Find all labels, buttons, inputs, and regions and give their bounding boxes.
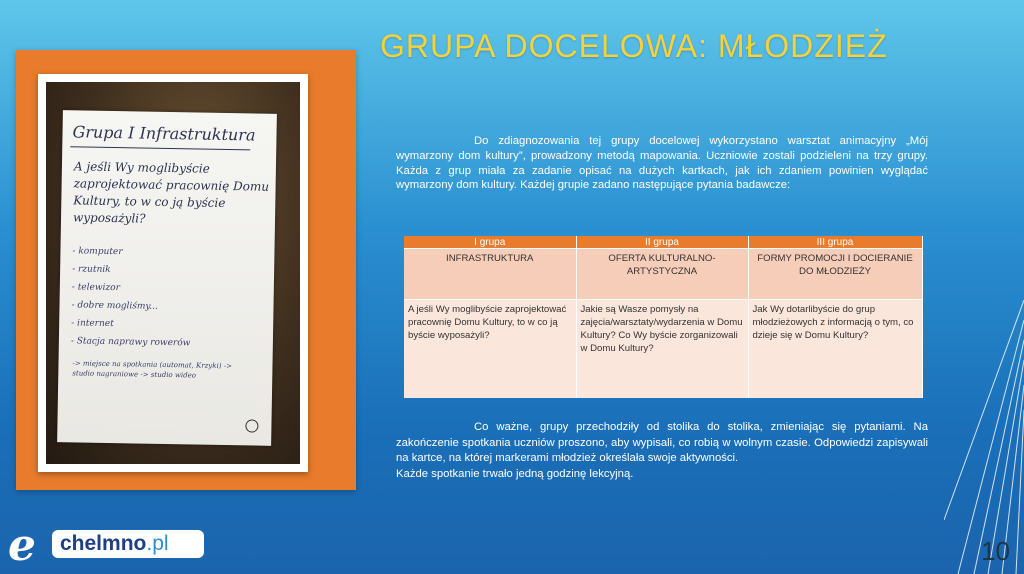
page-number: 10 (981, 536, 1010, 566)
logo-tld: .pl (146, 532, 169, 555)
echelmno-logo[interactable] (8, 520, 204, 571)
table-cell-topic: FORMY PROMOCJI I DOCIERANIE DO MŁODZIEŻY (748, 249, 922, 300)
logo-box (52, 530, 204, 558)
table-row (404, 249, 922, 300)
flipchart-item: - dobre mogliśmy... (71, 300, 159, 312)
outro-para1: Co ważne, grupy przechodziły od stolika do stolika, zmieniając się pytaniami. Na zakończenie spotkania uczniów proszono, aby wypisali, co robią w wolnym czasie. Odpowiedzi zapisywali na kartce, na której markerami młodzież określała swoje aktywności. (396, 421, 928, 464)
slide-title: GRUPA DOCELOWA: MŁODZIEŻ (380, 28, 888, 64)
outro-text (396, 420, 928, 482)
flipchart-item: - rzutnik (72, 264, 111, 276)
flipchart-small-notes: -> miejsce na spotkania (automat, Krzyki) -> studio nagraniowe -> studio wideo (72, 359, 233, 380)
flipchart-item: - Stacja naprawy rowerów (70, 336, 191, 349)
table-header-cell: III grupa (748, 236, 922, 249)
table-cell-topic: INFRASTRUKTURA (404, 249, 576, 300)
table-cell-question: Jakie są Wasze pomysły na zajęcia/warsztaty/wydarzenia w Domu Kultury? Co Wy byście zorganizowali w Domu Kultury? (576, 300, 748, 399)
research-questions-table (404, 236, 923, 398)
flipchart-item: - komputer (72, 246, 123, 258)
flipchart-sheet (57, 110, 277, 446)
flipchart-title: Grupa I Infrastruktura (72, 122, 256, 145)
table-cell-question: A jeśli Wy moglibyście zaprojektować pracownię Domu Kultury, to w co ją byście wyposażyli? (404, 300, 576, 399)
table-cell-topic: OFERTA KULTURALNO-ARTYSTYCZNA (576, 249, 748, 300)
outro-paragraph (396, 420, 928, 467)
table-header-row (404, 236, 922, 249)
flipchart-logo-icon (245, 419, 258, 432)
flipchart-title-underline (70, 146, 250, 150)
flipchart-item: - internet (71, 318, 114, 330)
intro-paragraph (396, 134, 928, 193)
decorative-lines (944, 300, 1024, 574)
flipchart-item: - telewizor (71, 282, 120, 294)
intro-text: Do zdiagnozowania tej grupy docelowej wykorzystano warsztat animacyjny „Mój wymarzony dom kultury”, prowadzony metodą mapowania. Uczniowie zostali podzieleni na trzy grupy. Każda z grup miała za zadanie opisać na dużych kartkach, jak ich zdaniem powinien wyglądać wymarzony dom kultury. Każdej grupie zadano następujące pytania badawcze: (396, 135, 928, 192)
table-header-cell: II grupa (576, 236, 748, 249)
flipchart-question: A jeśli Wy moglibyście zaprojektować pracownię Domu Kultury, to w co ją byście wyposażyli? (72, 159, 270, 226)
flipchart-list (71, 242, 263, 353)
table-row (404, 300, 922, 399)
outro-paragraph: Każde spotkanie trwało jedną godzinę lekcyjną. (396, 467, 634, 480)
logo-e-letter: e (8, 520, 36, 571)
photo-frame (38, 74, 308, 472)
flipchart-photo (46, 82, 300, 464)
table-cell-question: Jak Wy dotarlibyście do grup młodzieżowych z informacją o tym, co dzieje się w Domu Kultury? (748, 300, 922, 399)
table-header-cell: I grupa (404, 236, 576, 249)
logo-name: chelmno (60, 532, 147, 555)
